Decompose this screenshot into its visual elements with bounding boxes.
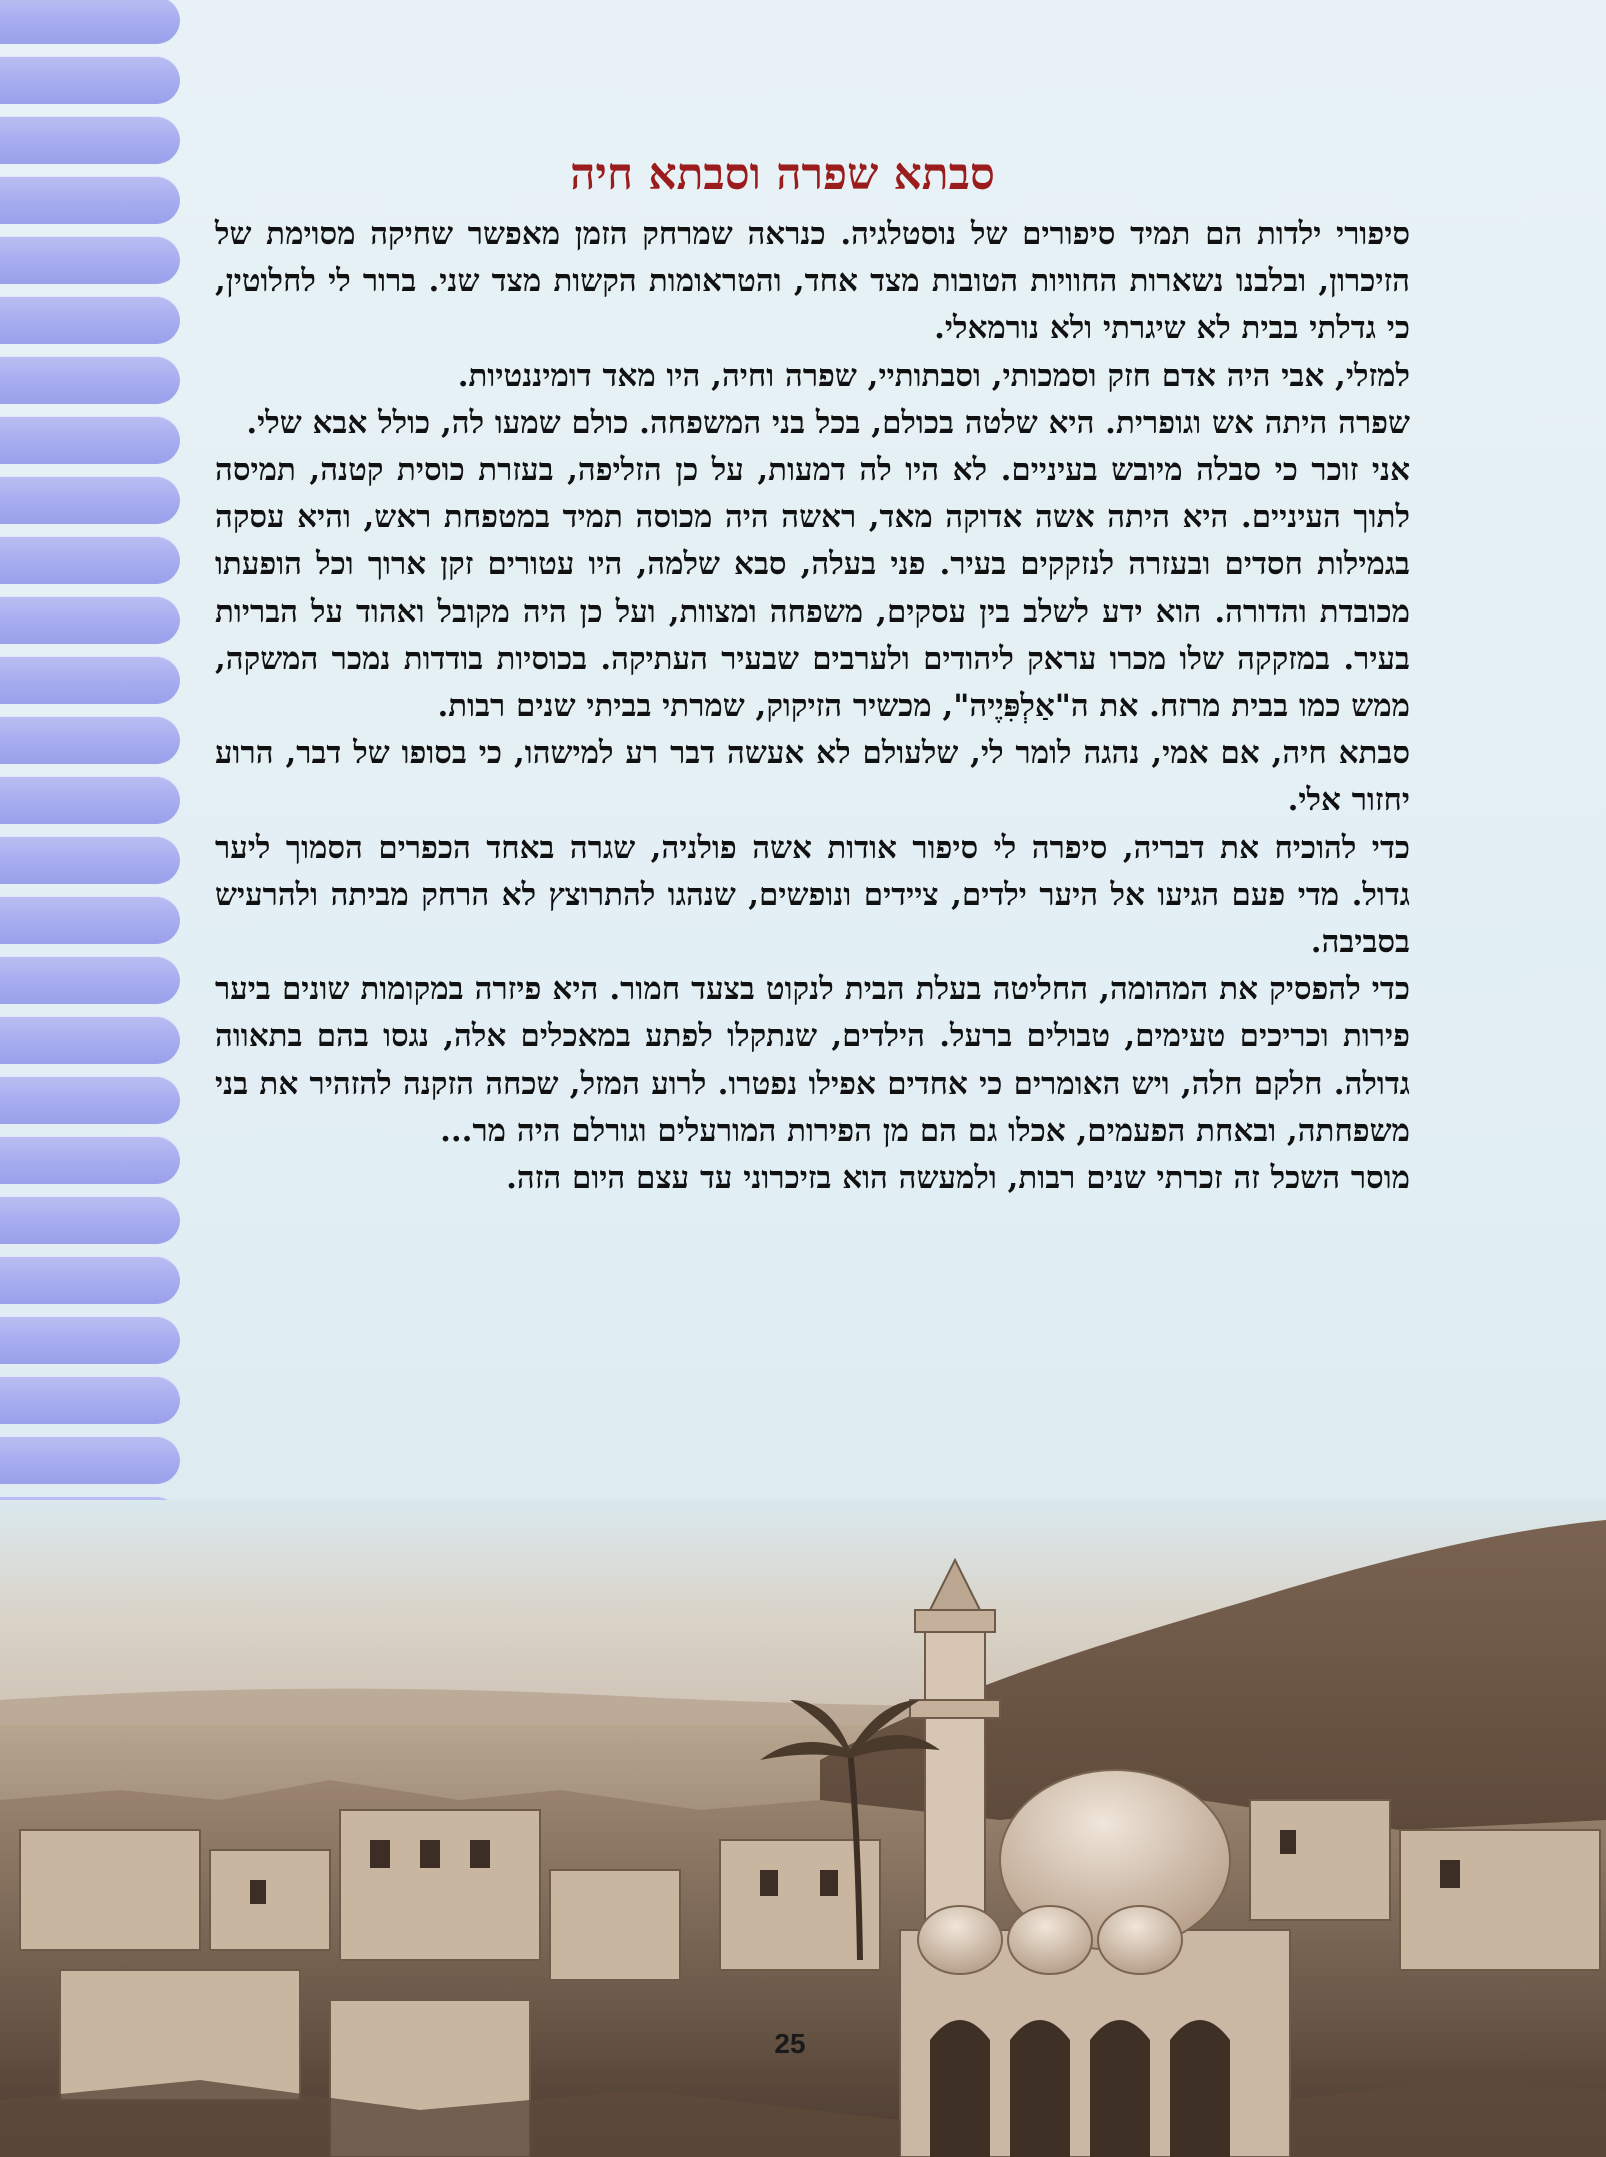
stripe-segment <box>0 1196 180 1244</box>
stripe-segment <box>0 416 180 464</box>
paragraph: כדי להוכיח את דבריה, סיפרה לי סיפור אודות אשה פולניה, שגרה באחד הכפרים הסמוך ליער גדול. מדי פעם הגיעו אל היער ילדים, ציידים ונופשים, שנהגו להתרוצץ לא הרחק מביתה ולהרעיש בסביבה. <box>215 829 1410 961</box>
stripe-segment <box>0 356 180 404</box>
stripe-segment <box>0 776 180 824</box>
stripe-segment <box>0 1136 180 1184</box>
paragraph: סיפורי ילדות הם תמיד סיפורים של נוסטלגיה. כנראה שמרחק הזמן מאפשר שחיקה מסוימת של הזיכרון, ובלבנו נשארות החוויות הטובות מצד אחד, והטראומות הקשות מצד שני. ברור לי לחלוטין, כי גדלתי בבית לא שיגרתי ולא נורמאלי. <box>215 216 1410 347</box>
stripe-segment <box>0 176 180 224</box>
stripe-segment <box>0 1316 180 1364</box>
stripe-segment <box>0 536 180 584</box>
paragraph: למזלי, אבי היה אדם חזק וסמכותי, וסבתותיי, שפרה וחיה, היו מאד דומיננטיות. <box>457 357 1410 394</box>
paragraph: סבתא חיה, אם אמי, נהגה לומר לי, שלעולם לא אעשה דבר רע למישהו, כי בסופו של דבר, הרוע יחזור אלי. <box>215 735 1410 819</box>
article-content <box>215 145 1410 1202</box>
stripe-segment <box>0 836 180 884</box>
stripe-segment <box>0 56 180 104</box>
stripe-segment <box>0 116 180 164</box>
stripe-segment <box>0 1376 180 1424</box>
stripe-segment <box>0 1016 180 1064</box>
paragraph: שפרה היתה אש וגופרית. היא שלטה בכולם, בכל בני המשפחה. כולם שמעו לה, כולל אבא שלי. <box>246 404 1410 441</box>
paragraph: כדי להפסיק את המהומה, החליטה בעלת הבית לנקוט בצעד חמור. היא פיזרה במקומות שונים ביער פירות וכריכים טעימים, טבולים ברעל. הילדים, שנתקלו לפתע במאכלים אלה, נגסו בהם בתאווה גדולה. חלקם חלה, ויש האומרים כי אחדים אפילו נפטרו. לרוע המזל, שכחה הזקנה להזהיר את בני משפחתה, ובאחת הפעמים, אכלו גם הם מן הפירות המורעלים וגורלם היה מר... <box>215 971 1410 1149</box>
paragraph: מוסר השכל זה זכרתי שנים רבות, ולמעשה הוא בזיכרוני עד עצם היום הזה. <box>506 1160 1410 1197</box>
stripe-segment <box>0 236 180 284</box>
stripe-segment <box>0 656 180 704</box>
stripe-segment <box>0 476 180 524</box>
paragraph: אני זוכר כי סבלה מיובש בעיניים. לא היו לה דמעות, על כן הזליפה, בעזרת כוסית קטנה, תמיסה לתוך העיניים. היא היתה אשה אדוקה מאד, ראשה היה מכוסה תמיד במטפחת ראש, והיא עסקה בגמילות חסדים ובעזרה לנזקקים בעיר. פני בעלה, סבא שלמה, היו עטורים זקן ארוך וכל הופעתו מכובדת והדורה. הוא ידע לשלב בין עסקים, משפחה ומצוות, ועל כן היה מקובל ואהוד על הבריות בעיר. במזקקה שלו מכרו עראק ליהודים ולערבים שבעיר העתיקה. בכוסיות בודדות נמכר המשקה, ממש כמו בבית מרזח. את ה"אַלְפִּיֶיה", מכשיר הזיקוק, שמרתי בביתי שנים רבות. <box>215 452 1410 725</box>
side-stripe-decoration <box>0 0 182 1560</box>
stripe-segment <box>0 716 180 764</box>
stripe-segment <box>0 1256 180 1304</box>
stripe-segment <box>0 296 180 344</box>
stripe-segment <box>0 956 180 1004</box>
page-number: 25 <box>774 2028 806 2059</box>
stripe-segment <box>0 1436 180 1484</box>
stripe-segment <box>0 596 180 644</box>
page-title: סבתא שפרה וסבתא חיה <box>570 149 995 200</box>
stripe-segment <box>0 0 180 44</box>
stripe-segment <box>0 896 180 944</box>
stripe-segment <box>0 1076 180 1124</box>
